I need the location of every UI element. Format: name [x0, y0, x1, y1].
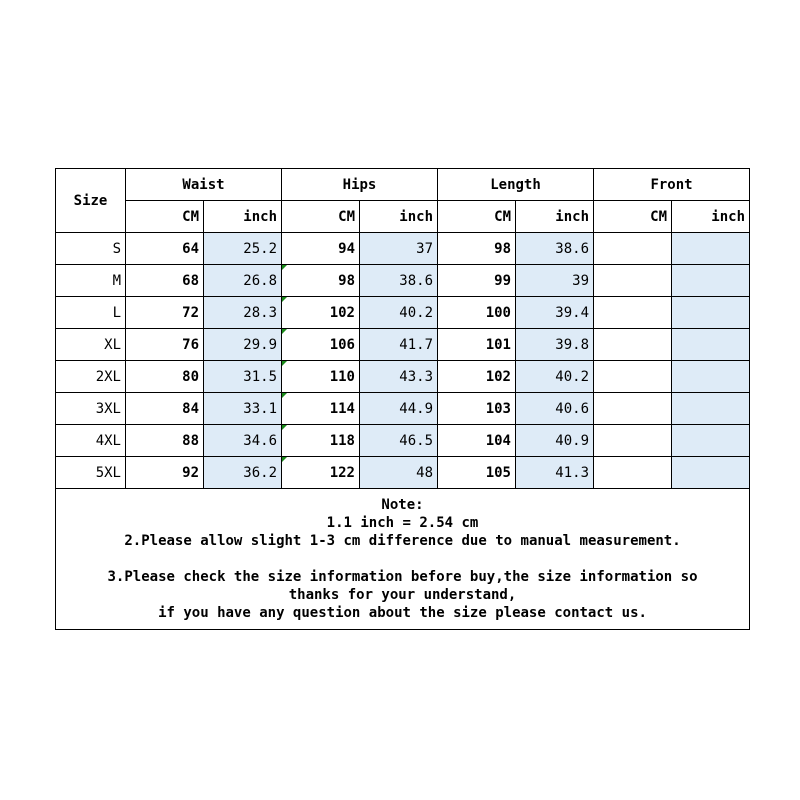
unit-header-row — [56, 201, 750, 233]
hips-cm-cell: 98 — [282, 265, 360, 297]
hips-cm-cell: 102 — [282, 297, 360, 329]
length-inch-header: inch — [516, 201, 594, 233]
waist-cm-cell: 84 — [126, 393, 204, 425]
length-cm-cell: 100 — [438, 297, 516, 329]
front-inch-header: inch — [672, 201, 750, 233]
hips-inch-cell: 48 — [360, 457, 438, 489]
hips-inch-cell: 41.7 — [360, 329, 438, 361]
length-cm-cell: 99 — [438, 265, 516, 297]
size-label-cell: 2XL — [56, 361, 126, 393]
front-cm-cell — [594, 233, 672, 265]
table-row — [56, 457, 750, 489]
hips-inch-cell: 38.6 — [360, 265, 438, 297]
waist-cm-cell: 80 — [126, 361, 204, 393]
waist-group-header: Waist — [126, 169, 282, 201]
table-row — [56, 233, 750, 265]
hips-inch-cell: 44.9 — [360, 393, 438, 425]
length-inch-cell: 39.4 — [516, 297, 594, 329]
waist-cm-cell: 88 — [126, 425, 204, 457]
hips-cm-cell: 110 — [282, 361, 360, 393]
front-cm-cell — [594, 297, 672, 329]
waist-cm-header: CM — [126, 201, 204, 233]
waist-cm-cell: 92 — [126, 457, 204, 489]
waist-inch-cell: 28.3 — [204, 297, 282, 329]
waist-cm-cell: 76 — [126, 329, 204, 361]
length-inch-cell: 39 — [516, 265, 594, 297]
table-row — [56, 265, 750, 297]
hips-inch-cell: 40.2 — [360, 297, 438, 329]
note-line-3c: if you have any question about the size please contact us. — [158, 605, 647, 621]
length-cm-cell: 102 — [438, 361, 516, 393]
size-label-cell: XL — [56, 329, 126, 361]
hips-cm-cell: 94 — [282, 233, 360, 265]
length-cm-cell: 101 — [438, 329, 516, 361]
hips-cm-header: CM — [282, 201, 360, 233]
note-line-3a: 3.Please check the size information before buy,the size information so — [107, 569, 698, 585]
front-cm-cell — [594, 425, 672, 457]
length-cm-cell: 98 — [438, 233, 516, 265]
size-label-cell: 5XL — [56, 457, 126, 489]
length-cm-cell: 103 — [438, 393, 516, 425]
hips-group-header: Hips — [282, 169, 438, 201]
waist-inch-cell: 34.6 — [204, 425, 282, 457]
hips-cm-cell: 114 — [282, 393, 360, 425]
waist-inch-cell: 36.2 — [204, 457, 282, 489]
size-label-cell: L — [56, 297, 126, 329]
hips-cm-cell: 106 — [282, 329, 360, 361]
front-group-header: Front — [594, 169, 750, 201]
length-inch-cell: 39.8 — [516, 329, 594, 361]
front-inch-cell — [672, 233, 750, 265]
length-inch-cell: 38.6 — [516, 233, 594, 265]
front-cm-header: CM — [594, 201, 672, 233]
table-row — [56, 361, 750, 393]
hips-cm-cell: 118 — [282, 425, 360, 457]
front-cm-cell — [594, 457, 672, 489]
front-inch-cell — [672, 457, 750, 489]
hips-inch-cell: 43.3 — [360, 361, 438, 393]
length-inch-cell: 40.2 — [516, 361, 594, 393]
waist-inch-cell: 31.5 — [204, 361, 282, 393]
length-inch-cell: 40.9 — [516, 425, 594, 457]
table-row — [56, 297, 750, 329]
waist-inch-cell: 25.2 — [204, 233, 282, 265]
table-row — [56, 393, 750, 425]
front-cm-cell — [594, 361, 672, 393]
waist-inch-header: inch — [204, 201, 282, 233]
size-label-cell: 4XL — [56, 425, 126, 457]
length-group-header: Length — [438, 169, 594, 201]
waist-cm-cell: 64 — [126, 233, 204, 265]
length-cm-cell: 104 — [438, 425, 516, 457]
front-inch-cell — [672, 393, 750, 425]
note-line-3b: thanks for your understand, — [288, 587, 517, 603]
front-inch-cell — [672, 361, 750, 393]
waist-cm-cell: 72 — [126, 297, 204, 329]
length-inch-cell: 41.3 — [516, 457, 594, 489]
hips-inch-header: inch — [360, 201, 438, 233]
size-column-header: Size — [56, 169, 126, 233]
front-inch-cell — [672, 425, 750, 457]
note-row — [56, 489, 750, 630]
note-cell — [56, 489, 750, 630]
note-line-2: 2.Please allow slight 1-3 cm difference due to manual measurement. — [124, 533, 681, 549]
front-cm-cell — [594, 393, 672, 425]
front-cm-cell — [594, 265, 672, 297]
length-inch-cell: 40.6 — [516, 393, 594, 425]
front-inch-cell — [672, 265, 750, 297]
waist-cm-cell: 68 — [126, 265, 204, 297]
table-row — [56, 425, 750, 457]
size-rows — [56, 233, 750, 489]
note-line-1: 1.1 inch = 2.54 cm — [326, 515, 479, 531]
hips-inch-cell: 46.5 — [360, 425, 438, 457]
waist-inch-cell: 33.1 — [204, 393, 282, 425]
size-label-cell: S — [56, 233, 126, 265]
front-inch-cell — [672, 329, 750, 361]
size-label-cell: 3XL — [56, 393, 126, 425]
hips-cm-cell: 122 — [282, 457, 360, 489]
note-title: Note: — [381, 497, 424, 513]
waist-inch-cell: 29.9 — [204, 329, 282, 361]
note-spacer — [60, 550, 745, 568]
size-label-cell: M — [56, 265, 126, 297]
length-cm-header: CM — [438, 201, 516, 233]
table-row — [56, 329, 750, 361]
front-inch-cell — [672, 297, 750, 329]
front-cm-cell — [594, 329, 672, 361]
size-chart-table — [55, 168, 750, 630]
group-header-row — [56, 169, 750, 201]
length-cm-cell: 105 — [438, 457, 516, 489]
hips-inch-cell: 37 — [360, 233, 438, 265]
waist-inch-cell: 26.8 — [204, 265, 282, 297]
